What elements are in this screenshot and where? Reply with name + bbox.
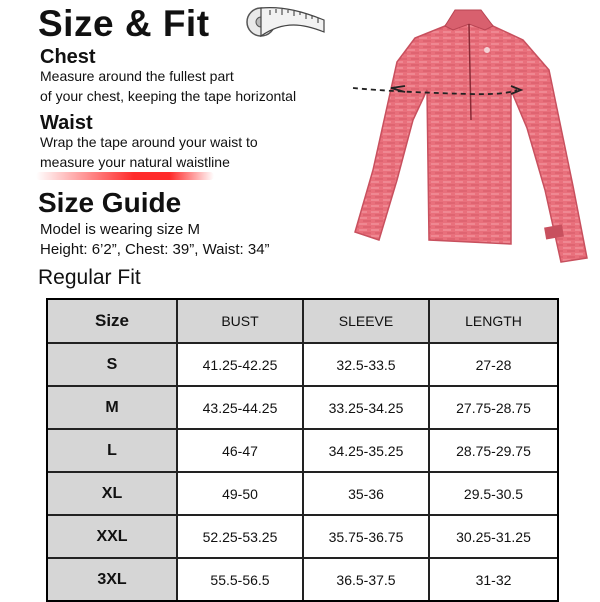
bust-cell: 41.25-42.25 — [178, 344, 304, 387]
table-row — [48, 559, 557, 600]
bust-cell: 49-50 — [178, 473, 304, 516]
chest-heading: Chest — [40, 46, 96, 68]
sleeve-cell: 34.25-35.25 — [304, 430, 430, 473]
size-cell: L — [48, 430, 178, 473]
table-row — [48, 473, 557, 516]
model-info — [40, 220, 270, 260]
accent-divider — [36, 172, 214, 180]
size-cell: S — [48, 344, 178, 387]
sleeve-cell: 33.25-34.25 — [304, 387, 430, 430]
waist-instructions — [40, 132, 258, 172]
chest-line-2: of your chest, keeping the tape horizontal — [40, 88, 297, 104]
table-row — [48, 387, 557, 430]
table-row — [48, 344, 557, 387]
table-header-row — [48, 300, 557, 344]
bust-cell: 55.5-56.5 — [178, 559, 304, 600]
size-cell: XXL — [48, 516, 178, 559]
size-guide-heading: Size Guide — [38, 187, 182, 218]
size-cell: 3XL — [48, 559, 178, 600]
header-sleeve: SLEEVE — [304, 300, 430, 344]
tape-measure-icon — [244, 2, 326, 42]
product-image-shirt — [335, 0, 600, 290]
model-measurements-line: Height: 6’2”, Chest: 39”, Waist: 34” — [40, 241, 270, 258]
chest-instructions — [40, 66, 296, 106]
size-chart — [46, 298, 555, 598]
sleeve-cell: 32.5-33.5 — [304, 344, 430, 387]
length-cell: 30.25-31.25 — [430, 516, 557, 559]
fit-label: Regular Fit — [38, 266, 141, 289]
length-cell: 31-32 — [430, 559, 557, 600]
length-cell: 28.75-29.75 — [430, 430, 557, 473]
table-row — [48, 430, 557, 473]
table-row — [48, 516, 557, 559]
sleeve-cell: 36.5-37.5 — [304, 559, 430, 600]
header-size: Size — [48, 300, 178, 344]
size-cell: XL — [48, 473, 178, 516]
header-bust: BUST — [178, 300, 304, 344]
length-cell: 29.5-30.5 — [430, 473, 557, 516]
bust-cell: 46-47 — [178, 430, 304, 473]
sleeve-cell: 35-36 — [304, 473, 430, 516]
length-cell: 27.75-28.75 — [430, 387, 557, 430]
bust-cell: 52.25-53.25 — [178, 516, 304, 559]
bust-cell: 43.25-44.25 — [178, 387, 304, 430]
size-table — [46, 298, 559, 602]
page-title: Size & Fit — [38, 3, 210, 44]
chest-line-1: Measure around the fullest part — [40, 68, 234, 84]
size-cell: M — [48, 387, 178, 430]
length-cell: 27-28 — [430, 344, 557, 387]
model-size-line: Model is wearing size M — [40, 221, 201, 238]
header-length: LENGTH — [430, 300, 557, 344]
waist-line-2: measure your natural waistline — [40, 154, 230, 170]
waist-line-1: Wrap the tape around your waist to — [40, 134, 258, 150]
sleeve-cell: 35.75-36.75 — [304, 516, 430, 559]
waist-heading: Waist — [40, 112, 93, 134]
